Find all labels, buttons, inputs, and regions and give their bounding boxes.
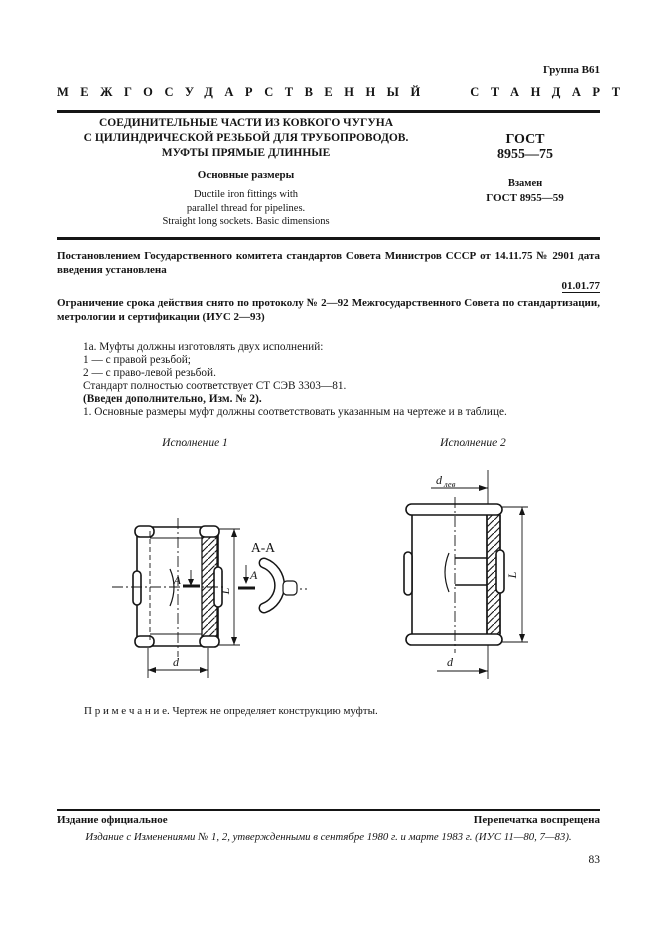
title-russian xyxy=(57,116,435,161)
footer-row xyxy=(57,814,600,826)
bottom-rim xyxy=(406,634,502,645)
clause-1a-item-1: 1 — с правой резьбой; xyxy=(83,354,191,366)
cut-letter-inner: А xyxy=(173,573,181,587)
dim-L-label-v2: L xyxy=(505,571,519,579)
title-line-1: СОЕДИНИТЕЛЬНЫЕ ЧАСТИ ИЗ КОВКОГО ЧУГУНА xyxy=(98,117,394,129)
rim-bead xyxy=(200,636,219,647)
middle-stop-lines xyxy=(455,558,487,585)
title-en-line-3: Straight long sockets. Basic dimensions xyxy=(162,216,330,227)
effective-date: 01.01.77 xyxy=(561,280,600,292)
gost-designation xyxy=(450,132,600,162)
replaces-label: Взамен xyxy=(507,178,543,189)
reprint-notice-label: Перепечатка воспрещена xyxy=(473,814,600,826)
rim-bead xyxy=(135,526,154,537)
header-rule xyxy=(57,110,600,113)
limitation-paragraph: Ограничение срока действия снято по протоколу № 2—92 Межгосударственного Совета по стандартизации, метрологии и сертификации (ИУС 2—93) xyxy=(57,297,600,323)
group-label: Группа В61 xyxy=(542,64,600,76)
side-rib xyxy=(496,550,504,593)
dim-d-lev-label: d xyxy=(436,473,442,487)
title-line-2: С ЦИЛИНДРИЧЕСКОЙ РЕЗЬБОЙ ДЛЯ ТРУБОПРОВОДОВ. xyxy=(83,132,409,144)
clause-1a-item-2: 2 — с право-левой резьбой. xyxy=(83,367,216,379)
gost-label: ГОСТ xyxy=(505,132,545,147)
title-en-line-2: parallel thread for pipelines. xyxy=(186,202,306,214)
replaces-number: ГОСТ 8955—59 xyxy=(486,192,564,204)
page-number: 83 xyxy=(588,854,600,866)
dim-d-label-v1: d xyxy=(173,655,179,669)
subtitle-russian: Основные размеры xyxy=(197,169,295,181)
note-line xyxy=(84,705,584,717)
rib-section-stub xyxy=(283,581,297,595)
clause-conformity: Стандарт полностью соответствует СТ СЭВ 3303—81. xyxy=(83,380,347,392)
dim-d-lev-subscript: лев xyxy=(444,479,456,489)
dim-d-label-v2: d xyxy=(447,655,453,669)
cut-letter-outer: А xyxy=(250,568,258,582)
dim-L-label-v1: L xyxy=(218,587,232,595)
variant-1-caption: Исполнение 1 xyxy=(162,437,228,449)
drawing-variant-1 xyxy=(110,493,355,691)
note-label: П р и м е ч а н и е. xyxy=(84,705,170,717)
title-rule xyxy=(57,237,600,240)
decree-paragraph: Постановлением Государственного комитета стандартов Совета Министров СССР от 14.11.75 № 2901 дата введения установлена xyxy=(57,250,600,276)
coupling-body-v2 xyxy=(404,504,504,645)
clause-1a: 1а. Муфты должны изготовлять двух исполнений: xyxy=(83,341,324,353)
title-english xyxy=(57,188,435,229)
official-edition-label: Издание официальное xyxy=(57,814,168,826)
standard-type-header: МЕЖГОСУДАРСТВЕННЫЙ СТАНДАРТ xyxy=(57,85,632,99)
title-line-3: МУФТЫ ПРЯМЫЕ ДЛИННЫЕ xyxy=(161,147,331,159)
revision-note: Издание с Изменениями № 1, 2, утвержденными в сентябре 1980 г. и марте 1983 г. (ИУС 11—80, 7—83). xyxy=(85,831,572,843)
note-text: Чертеж не определяет конструкцию муфты. xyxy=(172,705,378,717)
title-en-line-1: Ductile iron fittings with xyxy=(193,189,299,200)
section-title: А-А xyxy=(251,540,275,555)
dim-d-lines xyxy=(437,645,488,679)
variant-2-caption: Исполнение 2 xyxy=(440,437,506,449)
footer-rule xyxy=(57,809,600,811)
replaces-block xyxy=(450,177,600,205)
rim-bead xyxy=(200,526,219,537)
side-rib xyxy=(133,571,141,605)
side-rib xyxy=(404,552,412,595)
drawing-variant-2 xyxy=(393,463,548,690)
rim-bead xyxy=(135,636,154,647)
clause-1: 1. Основные размеры муфт должны соответствовать указанным на чертеже и в таблице. xyxy=(83,406,507,418)
clause-amendment: (Введен дополнительно, Изм. № 2). xyxy=(83,393,262,405)
gost-number: 8955—75 xyxy=(497,147,553,162)
top-rim xyxy=(406,504,502,515)
thread-relief-curve xyxy=(445,553,449,592)
section-view-A-A xyxy=(264,563,297,608)
